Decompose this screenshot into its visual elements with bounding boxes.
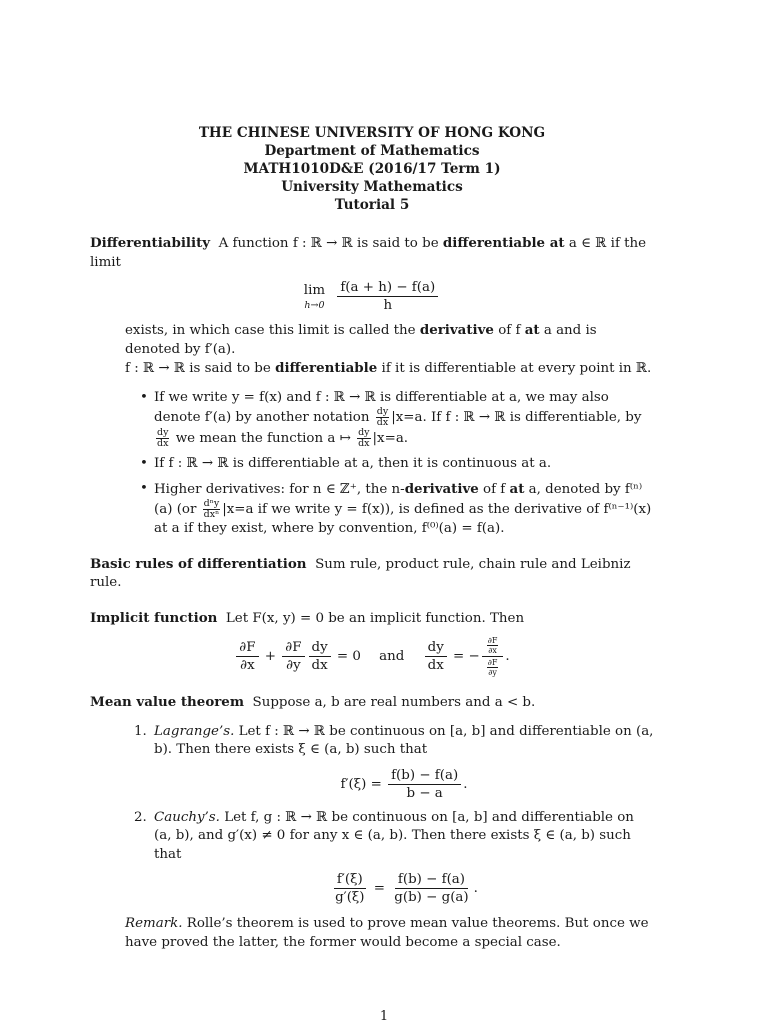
differentiability-intro: Differentiability A function f : ℝ → ℝ is said to be differentiable at a ∈ ℝ if the limit [90,235,647,270]
implicit-formula: $\frac{\partial F}{\partial x}$ + $\frac{\partial F}{\partial y}$ $\frac{dy}{dx}$ = 0 and $\frac{dy}{dx}$ = − $\frac{\frac{\partial F}{\partial x}}{\frac{\partial F}{\partial y}}$ . [90,636,654,677]
derivative-definition: exists, in which case this limit is called the derivative of f at a and is denoted by f′(a). f : ℝ → ℝ is said to be differentiable if it is differentiable at every point in ℝ. [125,322,652,376]
section-heading: Implicit function [90,609,218,626]
section-heading: Basic rules of differentiation [90,555,307,572]
course-title: University Mathematics [281,179,463,195]
page-content [90,124,654,952]
department-name: Department of Mathematics [264,143,480,159]
section-heading: Differentiability [90,235,211,251]
tutorial-title: Tutorial 5 [334,197,410,213]
section-differentiability [90,234,654,539]
mvt-list [90,723,654,906]
limit-formula: lim h→0 $\frac{f(a + h) - f(a)}{h}$ [90,280,654,313]
section-implicit-function: Implicit function Let F(x, y) = 0 be an implicit function. Then $\frac{\partial F}{\partial x}$ + $\frac{\partial F}{\partial y}$ $\frac{dy}{dx}$ = 0 and $\frac{dy}{dx}$ = − $\frac{\frac{\partial F}{\partial x}}{\frac{\partial F}{\partial y}}$ . [90,609,654,678]
course-code: MATH1010D&E (2016/17 Term 1) [243,161,501,177]
cauchy-formula: $\frac{f'(\xi)}{g'(\xi)}$ = $\frac{f(b) - f(a)}{g(b) - g(a)}$ . [335,872,478,905]
section-heading: Mean value theorem [90,694,244,710]
limit-fraction: $\frac{f(a + h) - f(a)}{h}$ [337,280,438,313]
page-number: 1 [379,1009,389,1024]
remark: Remark. Rolle’s theorem is used to prove mean value theorems. But once we have proved the latter, the former would become a special case. [125,916,649,950]
section-basic-rules: Basic rules of differentiation Sum rule, product rule, chain rule and Leibniz rule. [90,555,631,590]
lagrange-formula: f′(ξ) = $\frac{f(b) - f(a)}{b - a}$ . [340,767,468,801]
list-item: • Higher derivatives: for n ∈ ℤ⁺, the n-derivative of f at a, denoted by f⁽ⁿ⁾(a) (or $\frac{\text{dⁿy}}{\text{dxⁿ}}$ |x=a if we write y = f(x)), is defined as the derivative of f⁽ⁿ⁻¹⁾(x) at a if they exist, where by convention, f⁽⁰⁾(a) = f(a). [154,480,654,539]
university-name: THE CHINESE UNIVERSITY OF HONG KONG [198,125,546,141]
list-item: • If f : ℝ → ℝ is differentiable at a, then it is continuous at a. [154,455,654,474]
section-mean-value-theorem: Mean value theorem Suppose a, b are real numbers and a < b. 1. Lagrange’s. Let f : ℝ → ℝ be continuous on [a, b] and differentiable on (a, b). Then there exists ξ ∈ (a, b) such that f′(ξ) = $\frac{f(b) - f(a)}{b - a}$ . 2. Cauchy’s. Let f, g : ℝ → ℝ be continuous on [a, b] and differentiable on (a, b), and g′(x) ≠ 0 for any x ∈ (a, b). Then there exists ξ ∈ (a, b) such that $\frac{f'(\xi)}{g'(\xi)}$ = $\frac{f(b) - f(a)}{g(b) - g(a)}$ . Remark. Rolle’s theorem is used to prove mean value theorems. But once we have proved the latter, the former would become a special case. [90,693,654,952]
list-item: 2. Cauchy’s. Let f, g : ℝ → ℝ be continuous on [a, b] and differentiable on (a, b), and g′(x) ≠ 0 for any x ∈ (a, b). Then there exists ξ ∈ (a, b) such that $\frac{f'(\xi)}{g'(\xi)}$ = $\frac{f(b) - f(a)}{g(b) - g(a)}$ . [154,809,654,906]
document-header [90,124,654,214]
list-item: 1. Lagrange’s. Let f : ℝ → ℝ be continuous on [a, b] and differentiable on (a, b). Then there exists ξ ∈ (a, b) such that f′(ξ) = $\frac{f(b) - f(a)}{b - a}$ . [134,723,654,801]
differentiability-bullets [90,389,654,539]
list-item: • If we write y = f(x) and f : ℝ → ℝ is differentiable at a, we may also denote f′(a) by another notation $\frac{dy}{dx}$ |x=a. If f : ℝ → ℝ is differentiable, by $\frac{dy}{dx}$ we mean the function a ↦ $\frac{dy}{dx}$ |x=a. [154,389,654,450]
